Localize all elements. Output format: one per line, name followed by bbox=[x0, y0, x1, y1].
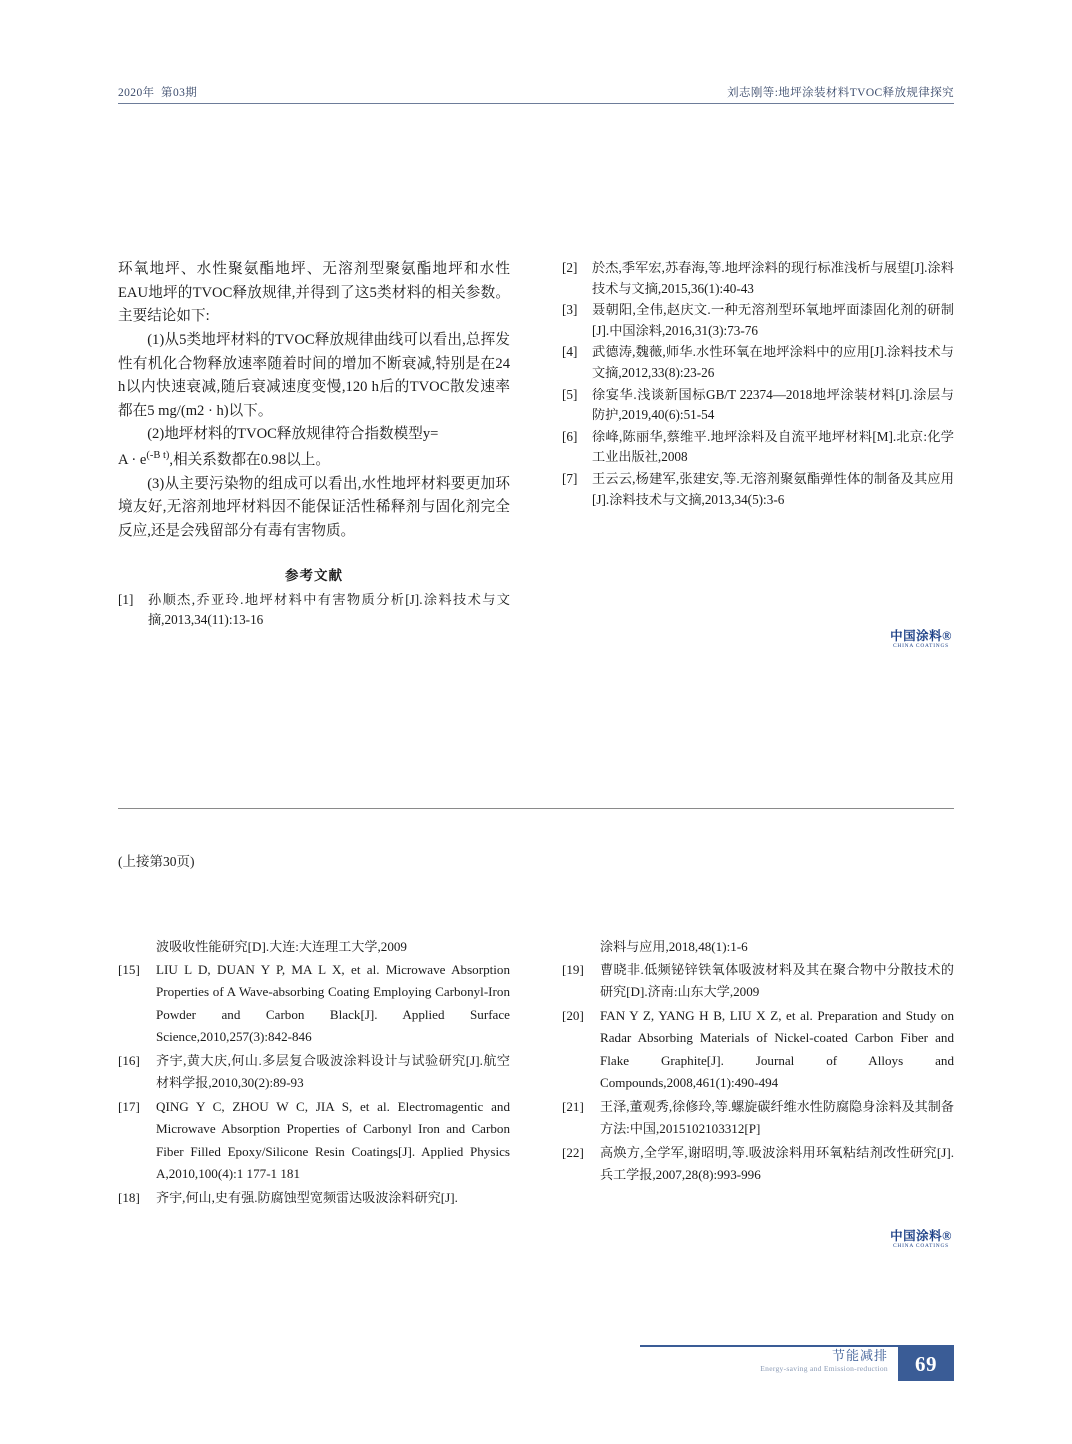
china-coatings-logo bbox=[888, 630, 954, 650]
reference-number: [18] bbox=[118, 1189, 140, 1205]
article-divider bbox=[118, 808, 954, 809]
footer-section-cn: 节能减排 bbox=[831, 1348, 888, 1363]
conclusion-2 bbox=[118, 423, 510, 472]
reference-item bbox=[562, 258, 954, 299]
paragraph-continuation: 环氧地坪、水性聚氨酯地坪、无溶剂型聚氨酯地坪和水性EAU地坪的TVOC释放规律,并得到了这5类材料的相关参数。主要结论如下: bbox=[118, 261, 510, 325]
reference-text: 聂朝阳,全伟,赵庆文.一种无溶剂型环氧地坪面漆固化剂的研制[J].中国涂料,2016,31(3):73-76 bbox=[592, 302, 954, 338]
reference-number: [22] bbox=[562, 1144, 584, 1160]
conclusion-3: (3)从主要污染物的组成可以看出,水性地坪材料要更加环境友好,无溶剂地坪材料因不能保证活性稀释剂与固化剂完全反应,还是会残留部分有毒有害物质。 bbox=[118, 475, 510, 539]
article-two-right-column bbox=[562, 936, 954, 1210]
reference-number: [15] bbox=[118, 961, 140, 977]
reference-item bbox=[118, 1187, 510, 1210]
article-one-columns bbox=[118, 258, 954, 632]
article-one-left-column bbox=[118, 258, 510, 632]
conclusion-2-tail: ,相关系数都在0.98以上。 bbox=[169, 451, 330, 468]
logo-english-text: CHINA COATINGS bbox=[893, 643, 949, 650]
article-two-left-column bbox=[118, 936, 510, 1210]
reference-text: 武德涛,魏薇,师华.水性环氧在地坪涂料中的应用[J].涂料技术与文摘,2012,33(8):23-26 bbox=[592, 344, 954, 380]
reference-text: 王泽,董观秀,徐修玲,等.螺旋碳纤维水性防腐隐身涂料及其制备方法:中国,2015102103312[P] bbox=[600, 1098, 954, 1137]
conclusion-2-lead: (2)地坪材料的TVOC释放规律符合指数模型y= bbox=[147, 426, 439, 443]
logo-chinese-text: 中国涂料® bbox=[890, 629, 952, 643]
china-coatings-logo bbox=[888, 1230, 954, 1250]
reference-item bbox=[562, 300, 954, 341]
reference-item bbox=[562, 469, 954, 510]
running-head-right: 刘志刚等:地坪涂装材料TVOC释放规律探究 bbox=[727, 87, 954, 99]
page-footer bbox=[640, 1345, 954, 1385]
reference-text: QING Y C, ZHOU W C, JIA S, et al. Electromagentic and Microwave Absorption Properties of Carbonyl Iron and Carbon Fiber Filled Epoxy/Silicone Resin Coatings[J]. Applied Physics A,2010,100(4):1 177-1 181 bbox=[156, 1098, 510, 1182]
logo-chinese-text: 中国涂料® bbox=[890, 1229, 952, 1243]
reference-item bbox=[118, 590, 510, 631]
reference-text: 王云云,杨建军,张建安,等.无溶剂聚氨酯弹性体的制备及其应用[J].涂料技术与文摘,2013,34(5):3-6 bbox=[592, 470, 954, 507]
conclusion-2-second: A · e bbox=[118, 451, 147, 468]
reference-item bbox=[562, 1096, 954, 1141]
reference-number: [4] bbox=[562, 344, 578, 360]
reference-number: [6] bbox=[562, 428, 578, 444]
reference-text: LIU L D, DUAN Y P, MA L X, et al. Microwave Absorption Properties of A Wave-absorbing Coating Employing Carbonyl-Iron Powder and Carbon Black[J]. Applied Surface Science,2010,257(3):842-846 bbox=[156, 961, 510, 1045]
article-two-columns bbox=[118, 936, 954, 1210]
reference-text: 徐宴华.浅谈新国标GB/T 22374—2018地坪涂装材料[J].涂层与防护,2019,40(6):51-54 bbox=[592, 386, 954, 423]
reference-number: [19] bbox=[562, 961, 584, 977]
reference-text: 曹晓非.低频铋锌铁氧体吸波材料及其在聚合物中分散技术的研究[D].济南:山东大学,2009 bbox=[600, 961, 954, 1000]
logo-english-text: CHINA COATINGS bbox=[893, 1243, 949, 1250]
reference-item bbox=[562, 427, 954, 468]
reference-number: [20] bbox=[562, 1007, 584, 1023]
reference-text: 齐宇,何山,史有强.防腐蚀型宽频雷达吸波涂料研究[J]. bbox=[156, 1189, 458, 1205]
reference-number: [3] bbox=[562, 302, 578, 318]
reference-text: 高焕方,全学军,谢昭明,等.吸波涂料用环氧粘结剂改性研究[J].兵工学报,2007,28(8):993-996 bbox=[600, 1144, 954, 1183]
reference-number: [7] bbox=[562, 470, 578, 486]
reference-continuation-line: 涂料与应用,2018,48(1):1-6 bbox=[600, 939, 748, 954]
reference-item bbox=[118, 1096, 510, 1186]
reference-text: 徐峰,陈丽华,蔡维平.地坪涂料及自流平地坪材料[M].北京:化学工业出版社,2008 bbox=[592, 428, 954, 465]
reference-item bbox=[562, 1142, 954, 1187]
reference-number: [1] bbox=[118, 591, 134, 607]
reference-number: [2] bbox=[562, 260, 578, 275]
reference-text: 齐宇,黄大庆,何山.多层复合吸波涂料设计与试验研究[J].航空材料学报,2010,30(2):89-93 bbox=[156, 1052, 510, 1091]
footer-section-en: Energy-saving and Emission-reduction bbox=[760, 1364, 888, 1374]
reference-item bbox=[562, 385, 954, 426]
reference-number: [21] bbox=[562, 1098, 584, 1114]
reference-item bbox=[118, 959, 510, 1049]
reference-text: FAN Y Z, YANG H B, LIU X Z, et al. Preparation and Study on Radar Absorbing Materials of Nickel-coated Carbon Fiber and Flake Graphite[J]. Journal of Alloys and Compounds,2008,461(1):490-494 bbox=[600, 1007, 954, 1091]
reference-continuation-line: 波吸收性能研究[D].大连:大连理工大学,2009 bbox=[156, 939, 407, 954]
continuation-note: (上接第30页) bbox=[118, 854, 195, 869]
conclusion-2-exponent: (-B t) bbox=[146, 450, 170, 462]
reference-item bbox=[118, 1050, 510, 1095]
reference-item bbox=[562, 959, 954, 1004]
reference-text: 孙顺杰,乔亚玲.地坪材料中有害物质分析[J].涂料技术与文摘,2013,34(11):13-16 bbox=[148, 591, 510, 628]
reference-item bbox=[562, 342, 954, 383]
article-one-right-column bbox=[562, 258, 954, 632]
footer-section-label bbox=[760, 1349, 888, 1374]
running-head-left: 2020年 第03期 bbox=[118, 87, 198, 99]
reference-number: [16] bbox=[118, 1052, 140, 1068]
reference-number: [17] bbox=[118, 1098, 140, 1114]
reference-text: 於杰,季军宏,苏春海,等.地坪涂料的现行标准浅析与展望[J].涂料技术与文摘,2015,36(1):40-43 bbox=[592, 260, 954, 296]
references-heading: 参考文献 bbox=[285, 567, 343, 583]
running-head-rule bbox=[118, 103, 954, 104]
reference-number: [5] bbox=[562, 386, 578, 402]
conclusion-1: (1)从5类地坪材料的TVOC释放规律曲线可以看出,总挥发性有机化合物释放速率随着时间的增加不断衰减,特别是在24 h以内快速衰减,随后衰减速度变慢,120 h后的TVOC散发速率都在5 mg/(m2 · h)以下。 bbox=[118, 331, 510, 419]
page-number: 69 bbox=[898, 1347, 954, 1381]
running-head bbox=[118, 78, 954, 100]
reference-item bbox=[562, 1005, 954, 1095]
